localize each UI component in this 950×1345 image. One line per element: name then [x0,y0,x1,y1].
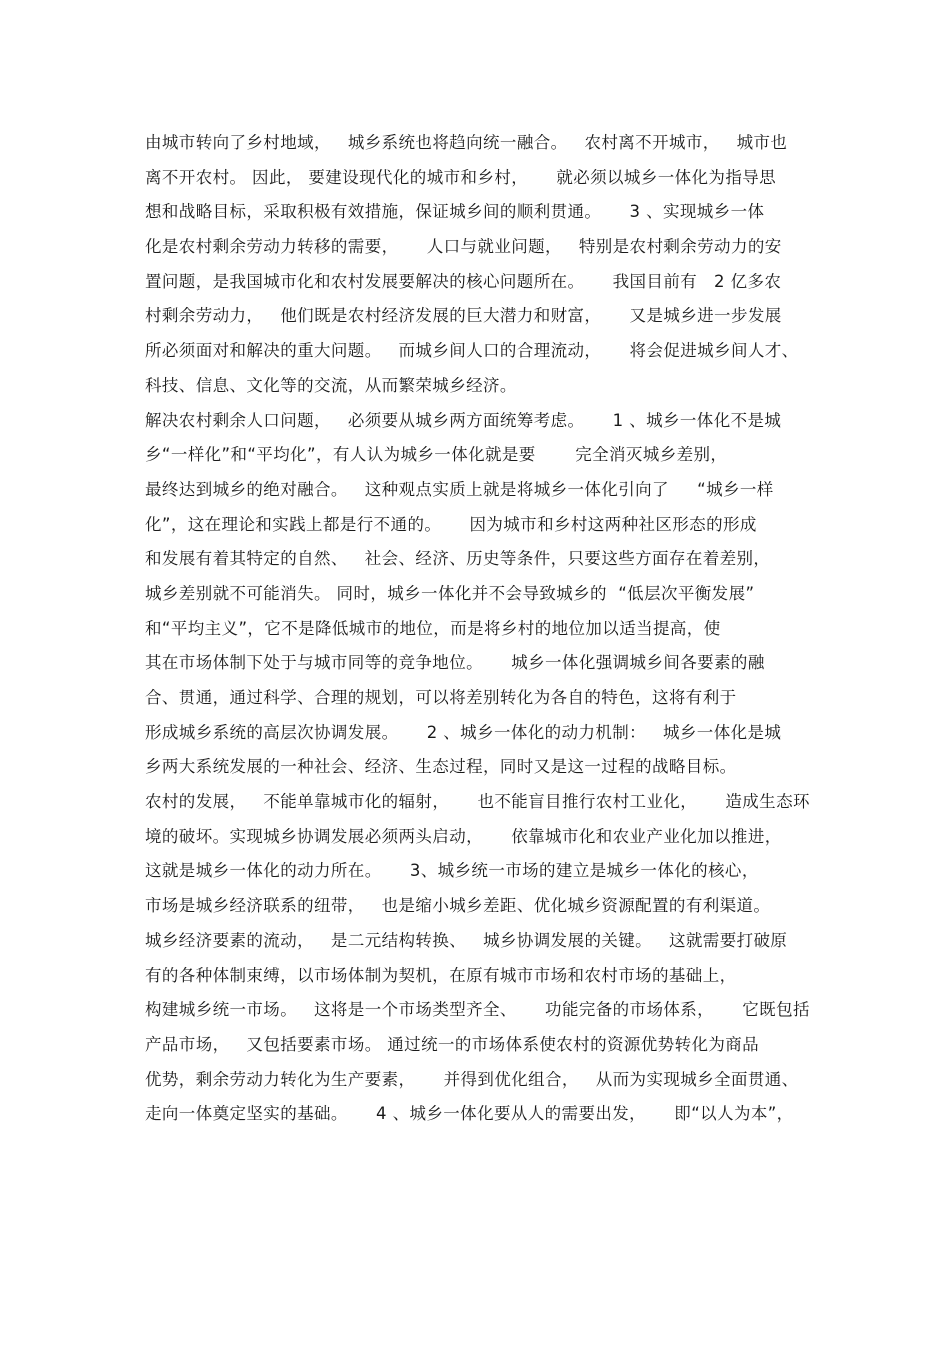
text-line: 城乡差别就不可能消失。 同时，城乡一体化并不会导致城乡的 “低层次平衡发展” [145,583,755,603]
text-line: 有的各种体制束缚，以市场体制为契机，在原有城市市场和农村市场的基础上， [145,965,737,985]
body-text [145,126,810,1132]
text-line: 解决农村剩余人口问题， 必须要从城乡两方面统筹考虑。 1 、城乡一体化不是城 [145,410,782,430]
text-line: 和“平均主义”，它不是降低城市的地位，而是将乡村的地位加以适当提高，使 [145,618,721,638]
text-line: 科技、信息、文化等的交流，从而繁荣城乡经济。 [145,375,517,395]
text-line: 产品市场， 又包括要素市场。 通过统一的市场体系使农村的资源优势转化为商品 [145,1034,760,1054]
text-line: 和发展有着其特定的自然、 社会、经济、历史等条件，只要这些方面存在着差别， [145,549,771,569]
text-line: 乡两大系统发展的一种社会、经济、生态过程，同时又是这一过程的战略目标。 [145,757,737,777]
text-line: 合、贯通，通过科学、合理的规划，可以将差别转化为各自的特色，这将有利于 [145,688,737,707]
text-line: 形成城乡系统的高层次协调发展。 2 、城乡一体化的动力机制： 城乡一体化是城 [145,722,782,742]
text-line: 其在市场体制下处于与城市同等的竞争地位。 城乡一体化强调城乡间各要素的融 [145,653,765,673]
text-line: 构建城乡统一市场。 这将是一个市场类型齐全、 功能完备的市场体系， 它既包括 [145,1000,810,1020]
text-line: 市场是城乡经济联系的纽带， 也是缩小城乡差距、优化城乡资源配置的有利渠道。 [145,896,771,916]
text-line: 置问题，是我国城市化和农村发展要解决的核心问题所在。 我国目前有 2 亿多农 [145,271,782,291]
text-line: 村剩余劳动力， 他们既是农村经济发展的巨大潜力和财富， 又是城乡进一步发展 [145,306,782,326]
text-line: 化”，这在理论和实践上都是行不通的。 因为城市和乡村这两种社区形态的形成 [145,514,757,534]
text-line: 想和战略目标，采取积极有效措施，保证城乡间的顺利贯通。 3 、实现城乡一体 [145,202,765,222]
text-line: 走向一体奠定坚实的基础。 4 、城乡一体化要从人的需要出发， 即“以人为本”， [145,1104,794,1124]
text-line: 优势，剩余劳动力转化为生产要素， 并得到优化组合， 从而为实现城乡全面贯通、 [145,1069,799,1089]
text-line: 化是农村剩余劳动力转移的需要， 人口与就业问题， 特别是农村剩余劳动力的安 [145,237,782,257]
text-line: 农村的发展， 不能单靠城市化的辐射， 也不能盲目推行农村工业化， 造成生态环 [145,792,810,812]
text-line: 乡“一样化”和“平均化”，有人认为城乡一体化就是要 完全消灭城乡差别， [145,445,728,465]
text-line: 离不开农村。 因此， 要建设现代化的城市和乡村， 就必须以城乡一体化为指导思 [145,167,777,187]
text-line: 由城市转向了乡村地域， 城乡系统也将趋向统一融合。 农村离不开城市， 城市也 [145,133,788,152]
text-line: 这就是城乡一体化的动力所在。 3、城乡统一市场的建立是城乡一体化的核心， [145,861,759,881]
text-line: 境的破坏。实现城乡协调发展必须两头启动， 依靠城市化和农业产业化加以推进， [145,826,782,846]
text-line: 城乡经济要素的流动， 是二元结构转换、 城乡协调发展的关键。 这就需要打破原 [145,930,788,950]
text-line: 最终达到城乡的绝对融合。 这种观点实质上就是将城乡一体化引向了 “城乡一样 [145,479,774,499]
text-line: 所必须面对和解决的重大问题。 而城乡间人口的合理流动， 将会促进城乡间人才、 [145,341,799,361]
